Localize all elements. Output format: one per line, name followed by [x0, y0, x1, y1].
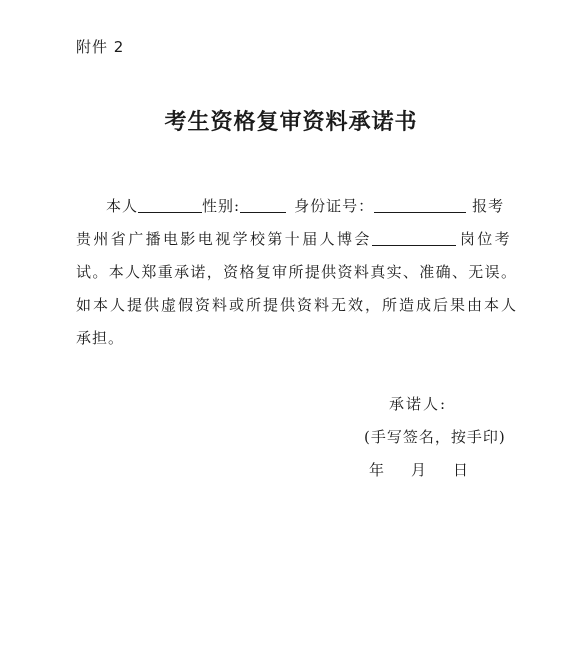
name-blank — [138, 195, 202, 213]
attachment-label: 附件 2 — [76, 38, 125, 56]
promisor-label: 承诺人: — [389, 395, 448, 413]
gender-blank — [240, 195, 286, 213]
commitment-body — [76, 190, 516, 355]
position-blank — [372, 228, 456, 246]
date-day-label: 日 — [453, 461, 469, 479]
date-month-label: 月 — [411, 461, 427, 479]
date-year-label: 年 — [369, 461, 385, 479]
id-number-label: 身份证号： — [294, 197, 375, 215]
apply-label: 报考 — [472, 197, 505, 215]
body-line-2 — [76, 223, 516, 256]
document-title: 考生资格复审资料承诺书 — [164, 110, 418, 135]
gender-label: 性别: — [202, 197, 241, 215]
school-text: 贵州省广播电影电视学校第十届人博会 — [76, 230, 372, 248]
position-label: 岗位考 — [459, 230, 513, 248]
id-number-blank — [374, 195, 466, 213]
body-line-4: 如本人提供虚假资料或所提供资料无效，所造成后果由本人 — [76, 296, 516, 314]
body-line-1 — [76, 190, 516, 223]
body-line-5: 承担。 — [76, 329, 125, 347]
body-line-3: 试。本人郑重承诺，资格复审所提供资料真实、准确、无误。 — [76, 263, 516, 281]
signature-instruction: (手写签名，按手印) — [364, 428, 506, 446]
self-label: 本人 — [106, 197, 139, 215]
